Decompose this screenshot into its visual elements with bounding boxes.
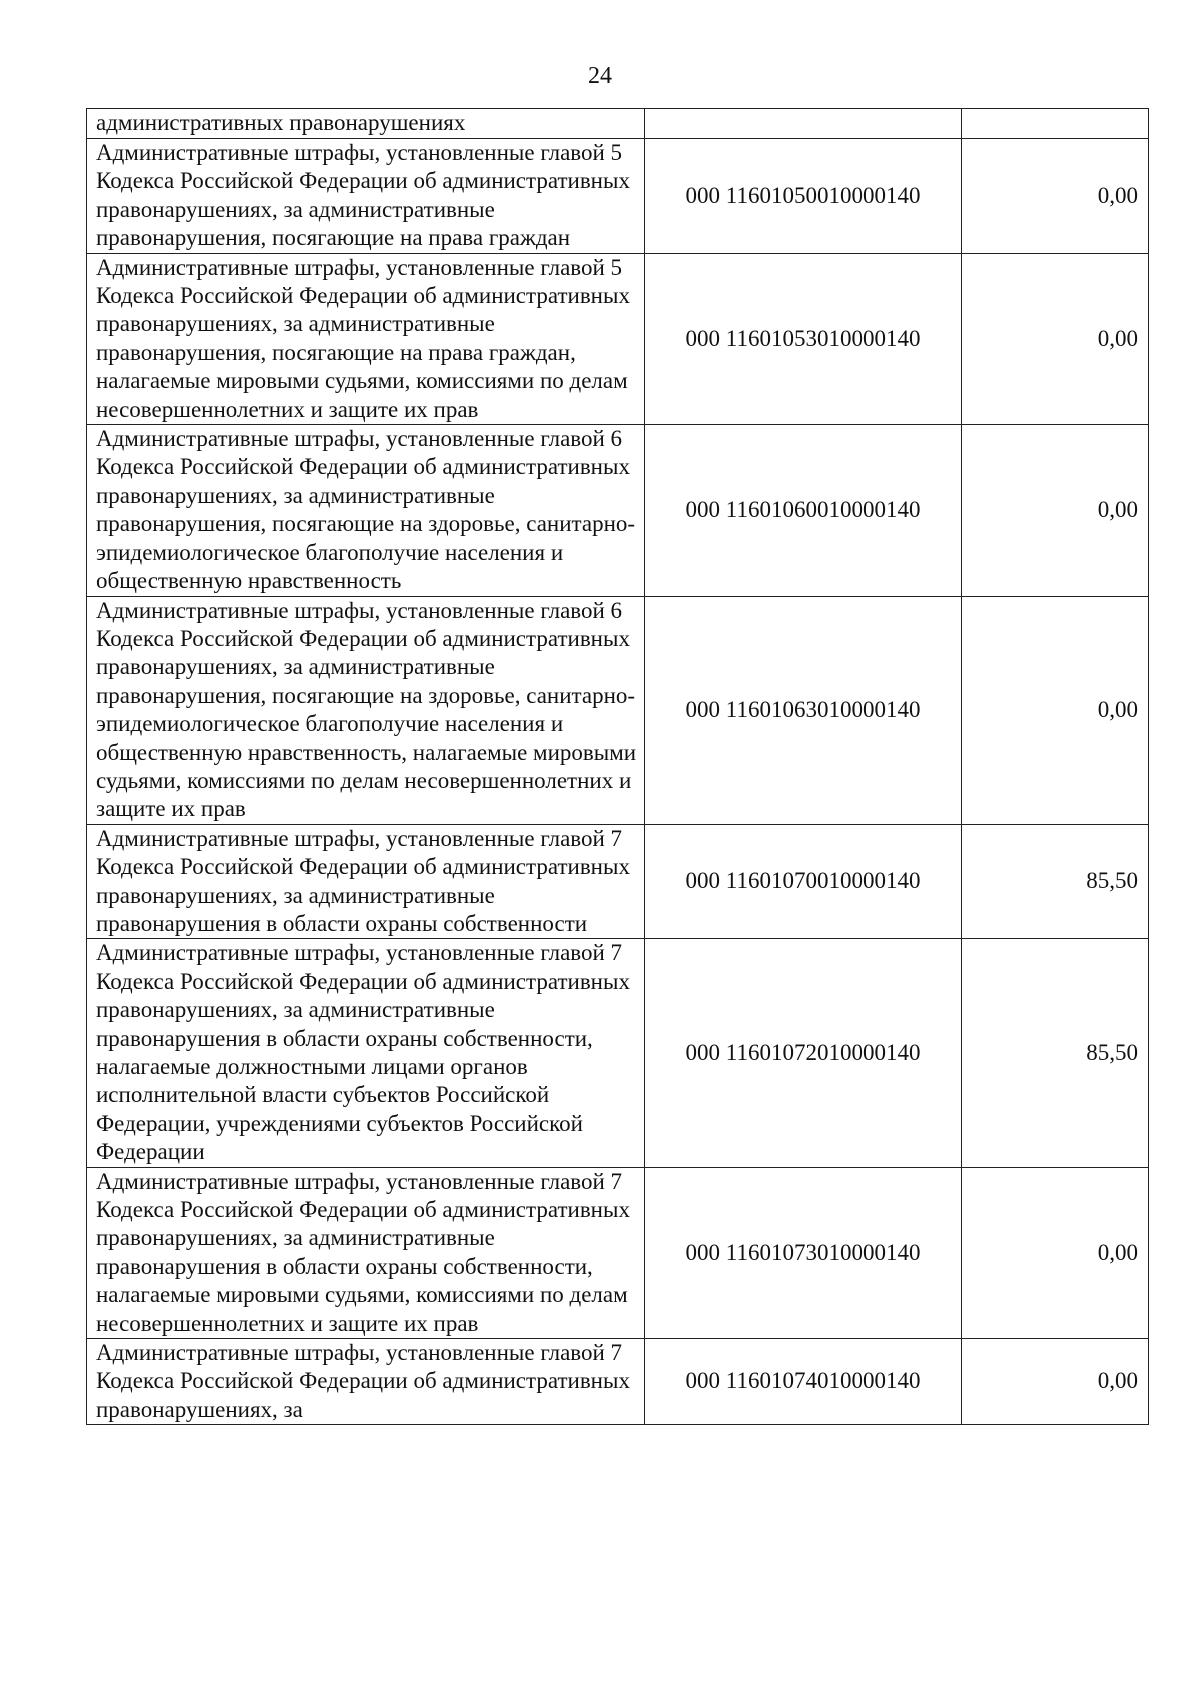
table-row <box>87 425 1149 596</box>
row-amount: 85,50 <box>962 824 1149 939</box>
row-description: Административные штрафы, установленные главой 6 Кодекса Российской Федерации об административных правонарушениях, за административные правонарушения, посягающие на здоровье, санитарно-эпидемиологическое благополучие населения и общественную нравственность <box>87 425 645 596</box>
row-description: Административные штрафы, установленные главой 7 Кодекса Российской Федерации об административных правонарушениях, за административные правонарушения в области охраны собственности, налагаемые должностными лицами органов исполнительной власти субъектов Российской Федерации, учреждениями субъектов Российской Федерации <box>87 939 645 1167</box>
row-budget-code: 000 11601053010000140 <box>645 253 962 424</box>
row-budget-code: 000 11601073010000140 <box>645 1167 962 1338</box>
row-description: административных правонарушениях <box>87 109 645 139</box>
row-budget-code: 000 11601074010000140 <box>645 1339 962 1425</box>
row-budget-code: 000 11601072010000140 <box>645 939 962 1167</box>
row-amount: 0,00 <box>962 1339 1149 1425</box>
row-amount: 0,00 <box>962 1167 1149 1338</box>
row-budget-code: 000 11601070010000140 <box>645 824 962 939</box>
table-row <box>87 109 1149 139</box>
row-description: Административные штрафы, установленные главой 7 Кодекса Российской Федерации об административных правонарушениях, за административные правонарушения в области охраны собственности, налагаемые мировыми судьями, комиссиями по делам несовершеннолетних и защите их прав <box>87 1167 645 1338</box>
row-budget-code: 000 11601060010000140 <box>645 425 962 596</box>
row-budget-code: 000 11601050010000140 <box>645 139 962 254</box>
row-amount: 0,00 <box>962 425 1149 596</box>
row-amount: 85,50 <box>962 939 1149 1167</box>
table-row <box>87 824 1149 939</box>
table-row <box>87 939 1149 1167</box>
revenue-table <box>86 108 1149 1425</box>
row-amount: 0,00 <box>962 253 1149 424</box>
row-budget-code: 000 11601063010000140 <box>645 596 962 824</box>
table-row <box>87 596 1149 824</box>
row-description: Административные штрафы, установленные главой 6 Кодекса Российской Федерации об административных правонарушениях, за административные правонарушения, посягающие на здоровье, санитарно-эпидемиологическое благополучие населения и общественную нравственность, налагаемые мировыми судьями, комиссиями по делам несовершеннолетних и защите их прав <box>87 596 645 824</box>
revenue-table-body <box>87 109 1149 1425</box>
table-row <box>87 139 1149 254</box>
row-description: Административные штрафы, установленные главой 5 Кодекса Российской Федерации об административных правонарушениях, за административные правонарушения, посягающие на права граждан <box>87 139 645 254</box>
row-amount <box>962 109 1149 139</box>
table-row <box>87 1167 1149 1338</box>
page-number: 24 <box>588 63 612 89</box>
table-row <box>87 253 1149 424</box>
row-description: Административные штрафы, установленные главой 7 Кодекса Российской Федерации об административных правонарушениях, за административные правонарушения в области охраны собственности <box>87 824 645 939</box>
table-row <box>87 1339 1149 1425</box>
row-description: Административные штрафы, установленные главой 7 Кодекса Российской Федерации об административных правонарушениях, за <box>87 1339 645 1425</box>
row-amount: 0,00 <box>962 596 1149 824</box>
row-budget-code <box>645 109 962 139</box>
row-description: Административные штрафы, установленные главой 5 Кодекса Российской Федерации об административных правонарушениях, за административные правонарушения, посягающие на права граждан, налагаемые мировыми судьями, комиссиями по делам несовершеннолетних и защите их прав <box>87 253 645 424</box>
row-amount: 0,00 <box>962 139 1149 254</box>
